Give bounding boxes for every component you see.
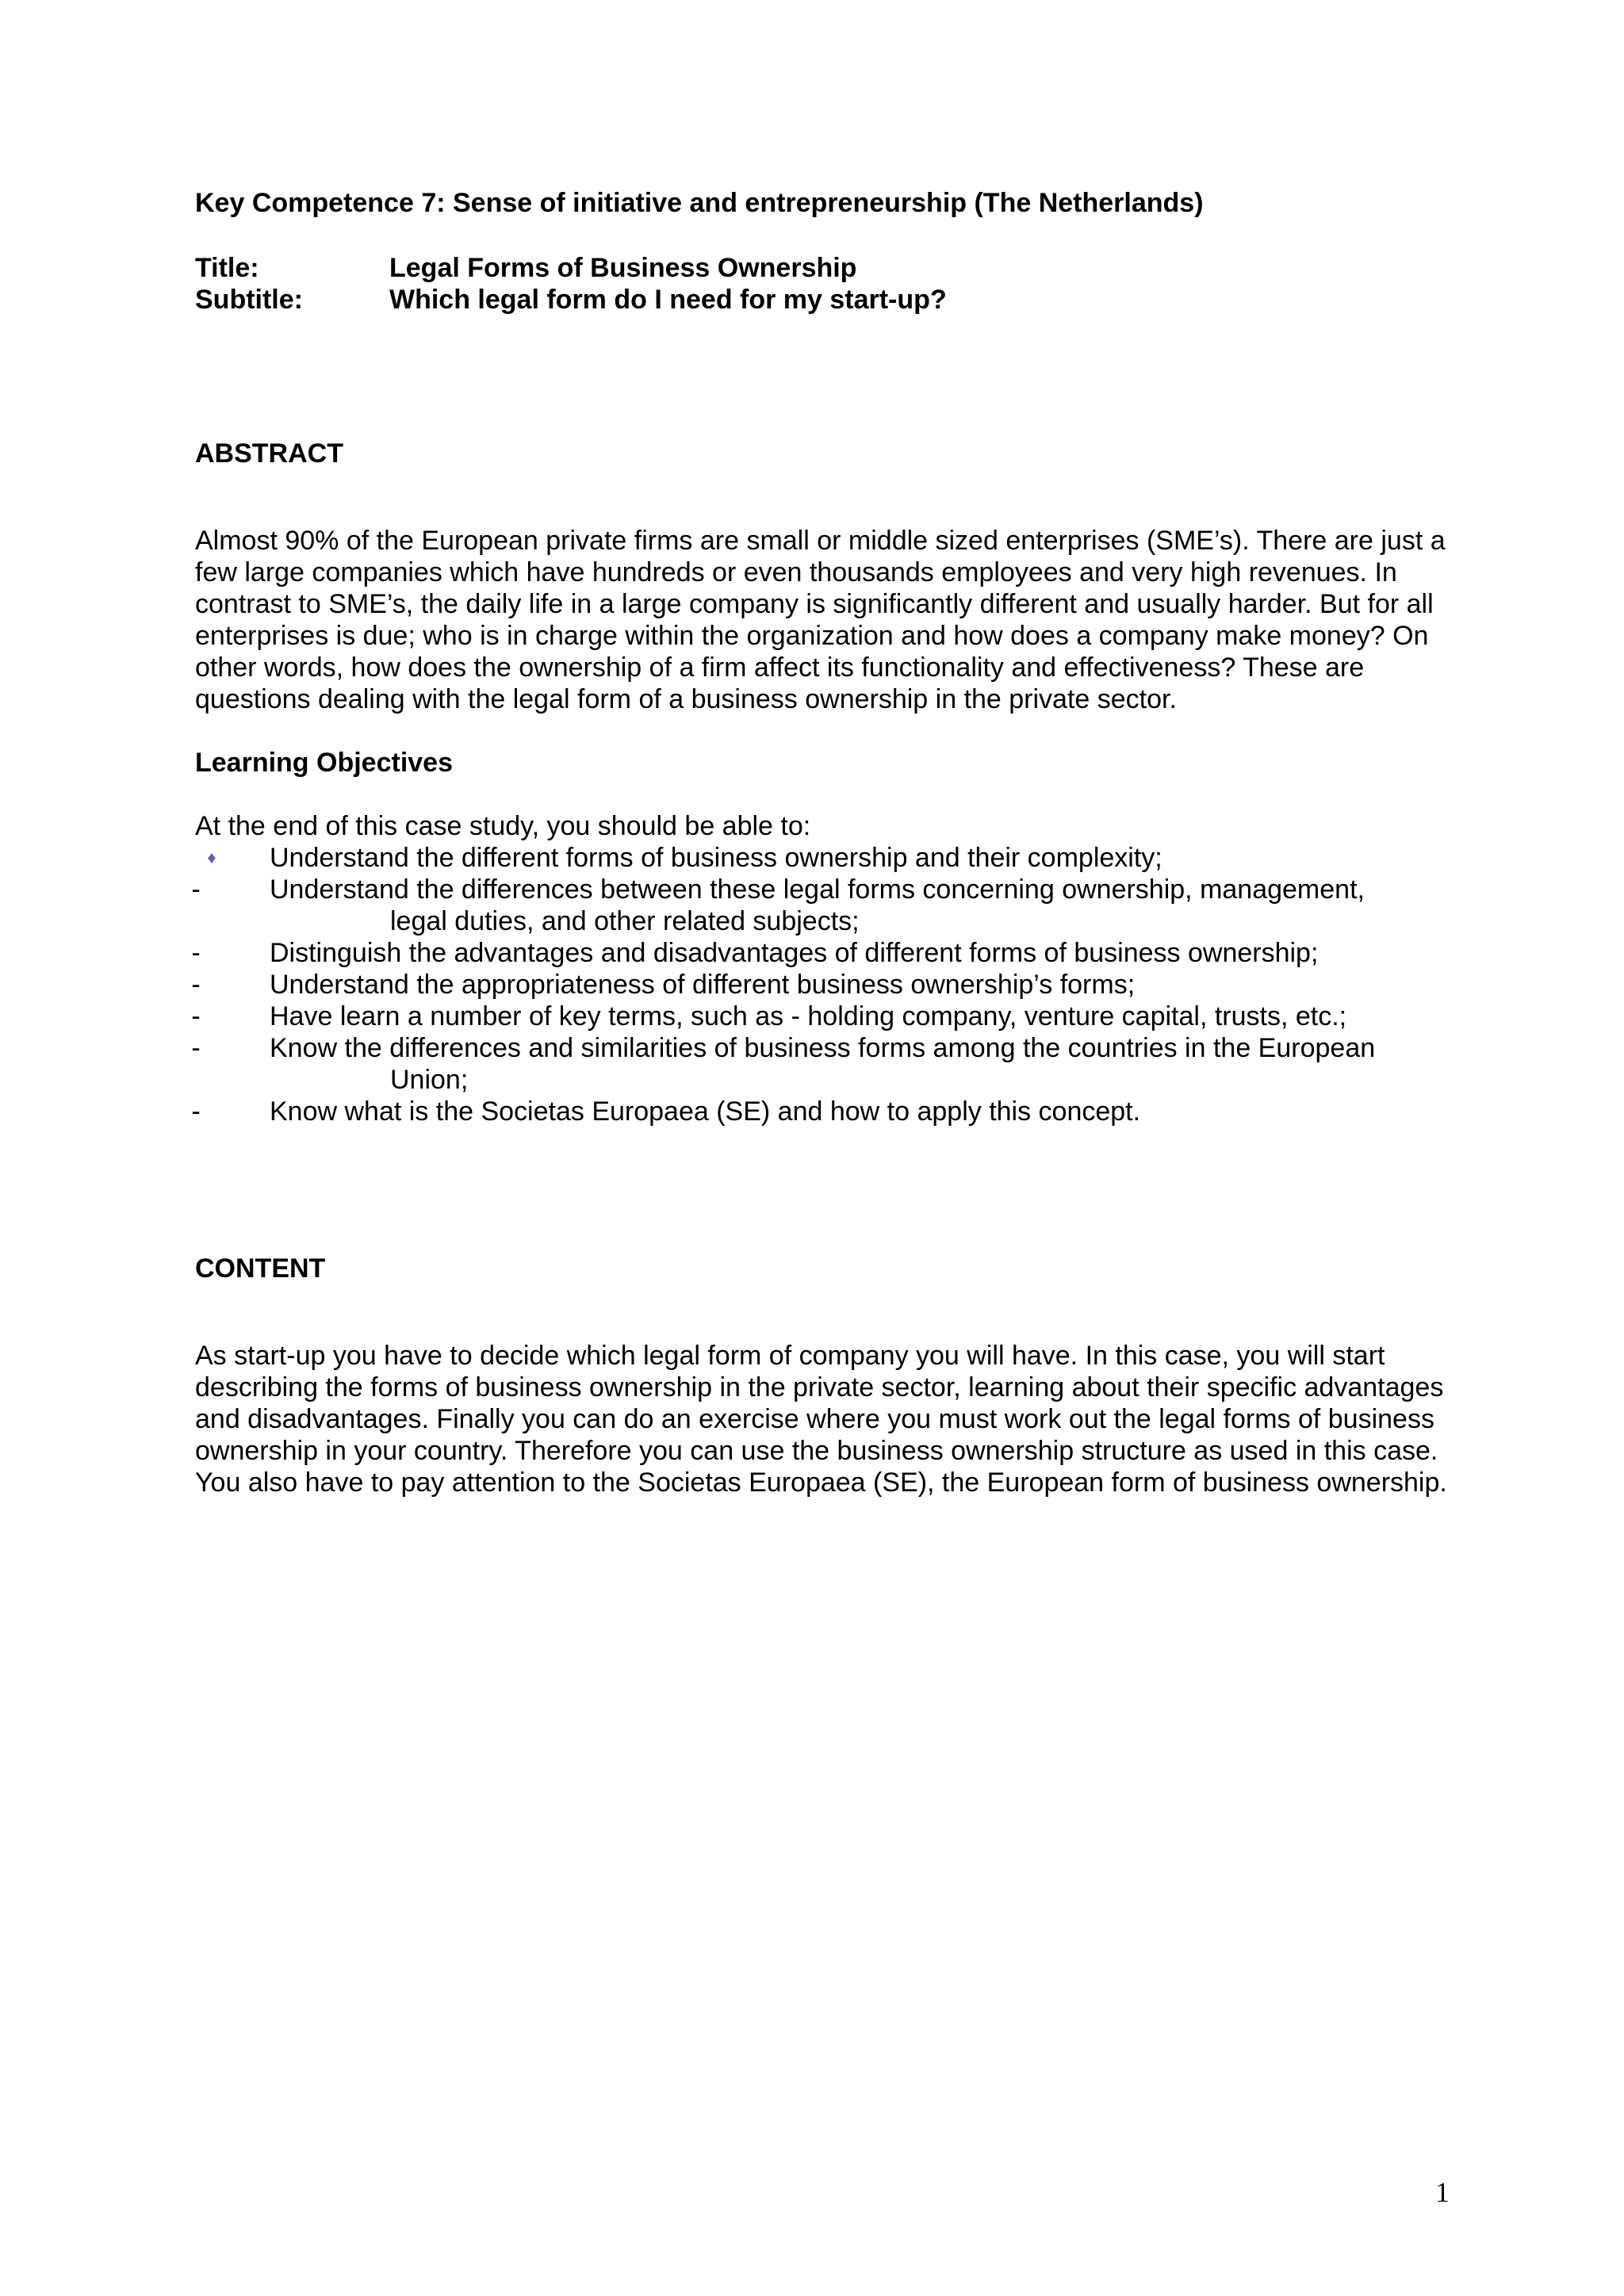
document-title: Legal Forms of Business Ownership <box>389 253 857 283</box>
document-subtitle: Which legal form do I need for my start-up? <box>389 285 947 315</box>
key-competence-heading: Key Competence 7: Sense of initiative and entrepreneurship (The Netherlands) <box>195 188 1204 218</box>
objective-item <box>191 874 1464 937</box>
objective-text: Understand the differences between these legal forms concerning ownership, management, <box>270 874 1365 905</box>
title-label: Title: <box>195 253 259 283</box>
objective-item <box>191 1001 1464 1032</box>
title-block <box>195 252 1464 316</box>
objective-text: Know the differences and similarities of business forms among the countries in the European <box>270 1033 1376 1063</box>
objective-item <box>191 1032 1464 1096</box>
title-row <box>195 252 1464 284</box>
dash-bullet-icon: - <box>191 1033 201 1063</box>
dash-bullet-icon: - <box>191 970 201 1000</box>
content-body: As start-up you have to decide which legal form of company you will have. In this case, you will start describing the forms of business ownership in the private sector, learning about their specific advantages and disadvantages. Finally you can do an exercise where you must work out the legal forms of business ownership in your country. Therefore you can use the business ownership structure as used in this case. You also have to pay attention to the Societas Europaea (SE), the European form of business ownership. <box>195 1341 1447 1498</box>
learning-objectives-heading: Learning Objectives <box>195 748 453 778</box>
learning-objectives-intro: At the end of this case study, you should be able to: <box>195 811 811 841</box>
objective-text: Know what is the Societas Europaea (SE) and how to apply this concept. <box>270 1096 1141 1127</box>
objective-text: Understand the different forms of business ownership and their complexity; <box>270 843 1162 873</box>
dash-bullet-icon: - <box>191 874 201 905</box>
subtitle-label: Subtitle: <box>195 285 303 315</box>
subtitle-row <box>195 284 1464 316</box>
abstract-heading: ABSTRACT <box>195 438 343 469</box>
objective-text: Have learn a number of key terms, such as - holding company, venture capital, trusts, etc.; <box>270 1001 1347 1031</box>
objective-item <box>191 937 1464 969</box>
objective-text-continuation: legal duties, and other related subjects; <box>390 906 860 936</box>
objective-item <box>195 842 1464 874</box>
dash-bullet-icon: - <box>191 1096 201 1127</box>
learning-objectives-list <box>191 842 1464 1127</box>
dash-bullet-icon: - <box>191 1001 201 1031</box>
objective-text: Understand the appropriateness of different business ownership’s forms; <box>270 970 1136 1000</box>
objective-text: Distinguish the advantages and disadvantages of different forms of business ownership; <box>270 938 1319 968</box>
objective-item <box>191 1096 1464 1127</box>
objective-text-continuation: Union; <box>390 1065 469 1095</box>
diamond-bullet-icon: ♦ <box>207 848 216 867</box>
content-heading: CONTENT <box>195 1253 326 1284</box>
document-content <box>191 187 1464 1498</box>
objective-item <box>191 969 1464 1001</box>
page-number: 1 <box>1435 2176 1450 2208</box>
dash-bullet-icon: - <box>191 938 201 968</box>
abstract-body: Almost 90% of the European private firms are small or middle sized enterprises (SME’s). There are just a few large companies which have hundreds or even thousands employees and very high revenues. In contrast to SME’s, the daily life in a large company is significantly different and usually harder. But for all enterprises is due; who is in charge within the organization and how does a company make money? On other words, how does the ownership of a firm affect its functionality and effectiveness? These are questions dealing with the legal form of a business ownership in the private sector. <box>195 526 1446 714</box>
